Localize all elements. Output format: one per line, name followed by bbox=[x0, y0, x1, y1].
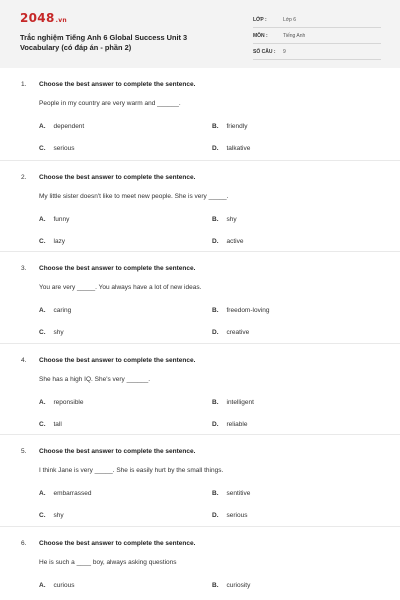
option-letter: B. bbox=[212, 490, 219, 497]
question-list bbox=[0, 68, 400, 600]
answer-option-b[interactable] bbox=[212, 490, 250, 497]
question-item bbox=[0, 251, 400, 343]
question-item bbox=[0, 434, 400, 526]
option-text: serious bbox=[226, 512, 248, 519]
option-text: shy bbox=[53, 329, 64, 336]
answer-option-a[interactable] bbox=[39, 307, 71, 314]
answer-option-b[interactable] bbox=[212, 582, 250, 589]
option-text: sentitive bbox=[226, 490, 251, 497]
option-text: tall bbox=[53, 420, 62, 428]
option-letter: C. bbox=[39, 329, 46, 336]
title-line-2: Vocabulary (có đáp án - phần 2) bbox=[20, 43, 132, 52]
option-text: creative bbox=[226, 329, 250, 336]
answer-option-a[interactable] bbox=[39, 399, 84, 406]
meta-count-value: 9 bbox=[283, 49, 286, 55]
option-letter: B. bbox=[212, 307, 219, 314]
option-text: freedom-loving bbox=[226, 307, 270, 314]
question-item bbox=[0, 160, 400, 252]
option-letter: D. bbox=[212, 420, 219, 428]
option-text: curious bbox=[53, 581, 75, 589]
question-sentence: You are very _____. You always have a lot of new ideas. bbox=[39, 284, 202, 291]
option-text: talkative bbox=[226, 145, 251, 152]
option-letter: A. bbox=[39, 123, 46, 130]
option-text: caring bbox=[53, 307, 72, 314]
question-prompt: Choose the best answer to complete the sentence. bbox=[39, 448, 196, 455]
answer-option-c[interactable] bbox=[39, 512, 64, 519]
question-number: 3. bbox=[21, 265, 27, 272]
option-text: friendly bbox=[226, 123, 248, 130]
answer-option-d[interactable] bbox=[212, 238, 243, 245]
option-letter: A. bbox=[39, 581, 46, 589]
option-text: serious bbox=[53, 145, 75, 152]
option-text: embarrassed bbox=[53, 490, 92, 497]
option-letter: D. bbox=[212, 512, 219, 519]
option-letter: B. bbox=[212, 123, 219, 130]
answer-option-b[interactable] bbox=[212, 216, 237, 223]
question-number: 6. bbox=[21, 539, 27, 547]
meta-subject-value: Tiếng Anh bbox=[283, 33, 306, 39]
answer-option-d[interactable] bbox=[212, 329, 249, 336]
question-prompt: Choose the best answer to complete the sentence. bbox=[39, 265, 196, 272]
worksheet-meta bbox=[253, 14, 381, 62]
title-line-1: Trắc nghiệm Tiếng Anh 6 Global Success Unit 3 bbox=[20, 33, 188, 42]
meta-subject-label: MÔN : bbox=[253, 33, 268, 39]
question-prompt: Choose the best answer to complete the sentence. bbox=[39, 173, 196, 181]
option-letter: D. bbox=[212, 329, 219, 336]
meta-subject-row bbox=[253, 30, 381, 44]
answer-option-c[interactable] bbox=[39, 421, 62, 428]
question-prompt: Choose the best answer to complete the sentence. bbox=[39, 539, 196, 547]
option-letter: C. bbox=[39, 145, 46, 152]
option-text: shy bbox=[53, 512, 64, 519]
question-number: 2. bbox=[21, 173, 27, 181]
question-item bbox=[0, 343, 400, 435]
question-item bbox=[0, 526, 400, 600]
page-title bbox=[20, 33, 230, 53]
answer-option-b[interactable] bbox=[212, 399, 254, 406]
option-letter: C. bbox=[39, 512, 46, 519]
option-text: intelligent bbox=[226, 398, 254, 406]
answer-option-c[interactable] bbox=[39, 238, 65, 245]
option-text: dependent bbox=[53, 123, 85, 130]
answer-option-d[interactable] bbox=[212, 421, 247, 428]
answer-option-a[interactable] bbox=[39, 216, 69, 223]
option-text: lazy bbox=[53, 237, 66, 245]
question-prompt: Choose the best answer to complete the sentence. bbox=[39, 81, 196, 88]
meta-level-value: Lớp 6 bbox=[283, 17, 297, 23]
question-item bbox=[0, 68, 400, 160]
option-letter: A. bbox=[39, 490, 46, 497]
option-letter: D. bbox=[212, 237, 219, 245]
logo-text: 2048 bbox=[20, 11, 55, 25]
answer-option-c[interactable] bbox=[39, 145, 74, 152]
question-sentence: She has a high IQ. She's very ______. bbox=[39, 375, 151, 383]
option-letter: C. bbox=[39, 420, 46, 428]
question-number: 1. bbox=[21, 81, 27, 88]
worksheet-header bbox=[0, 0, 400, 68]
option-text: reponsible bbox=[53, 398, 84, 406]
option-text: active bbox=[226, 237, 244, 245]
question-sentence: People in my country are very warm and ______. bbox=[39, 100, 181, 107]
meta-count-label: SỐ CÂU : bbox=[253, 49, 276, 55]
option-text: shy bbox=[226, 215, 237, 223]
option-letter: B. bbox=[212, 215, 219, 223]
option-letter: B. bbox=[212, 581, 219, 589]
question-sentence: My little sister doesn't like to meet new people. She is very _____. bbox=[39, 192, 229, 200]
option-letter: D. bbox=[212, 145, 219, 152]
question-number: 5. bbox=[21, 448, 27, 455]
logo-suffix: .vn bbox=[55, 17, 67, 24]
option-text: curiosity bbox=[226, 581, 251, 589]
answer-option-a[interactable] bbox=[39, 490, 91, 497]
option-letter: C. bbox=[39, 237, 46, 245]
option-letter: A. bbox=[39, 398, 46, 406]
option-text: reliable bbox=[226, 420, 248, 428]
question-prompt: Choose the best answer to complete the sentence. bbox=[39, 356, 196, 364]
answer-option-b[interactable] bbox=[212, 123, 247, 130]
meta-count-row bbox=[253, 46, 381, 60]
question-number: 4. bbox=[21, 356, 27, 364]
option-text: funny bbox=[53, 215, 70, 223]
answer-option-c[interactable] bbox=[39, 329, 64, 336]
question-sentence: I think Jane is very _____. She is easily hurt by the small things. bbox=[39, 467, 224, 474]
answer-option-a[interactable] bbox=[39, 582, 74, 589]
option-letter: B. bbox=[212, 398, 219, 406]
answer-option-d[interactable] bbox=[212, 145, 250, 152]
site-logo[interactable] bbox=[20, 11, 67, 25]
meta-level-label: LỚP : bbox=[253, 17, 267, 23]
answer-option-a[interactable] bbox=[39, 123, 84, 130]
option-letter: A. bbox=[39, 215, 46, 223]
answer-option-d[interactable] bbox=[212, 512, 247, 519]
meta-level-row bbox=[253, 14, 381, 28]
answer-option-b[interactable] bbox=[212, 307, 270, 314]
option-letter: A. bbox=[39, 307, 46, 314]
question-sentence: He is such a ____ boy, always asking questions bbox=[39, 558, 177, 566]
